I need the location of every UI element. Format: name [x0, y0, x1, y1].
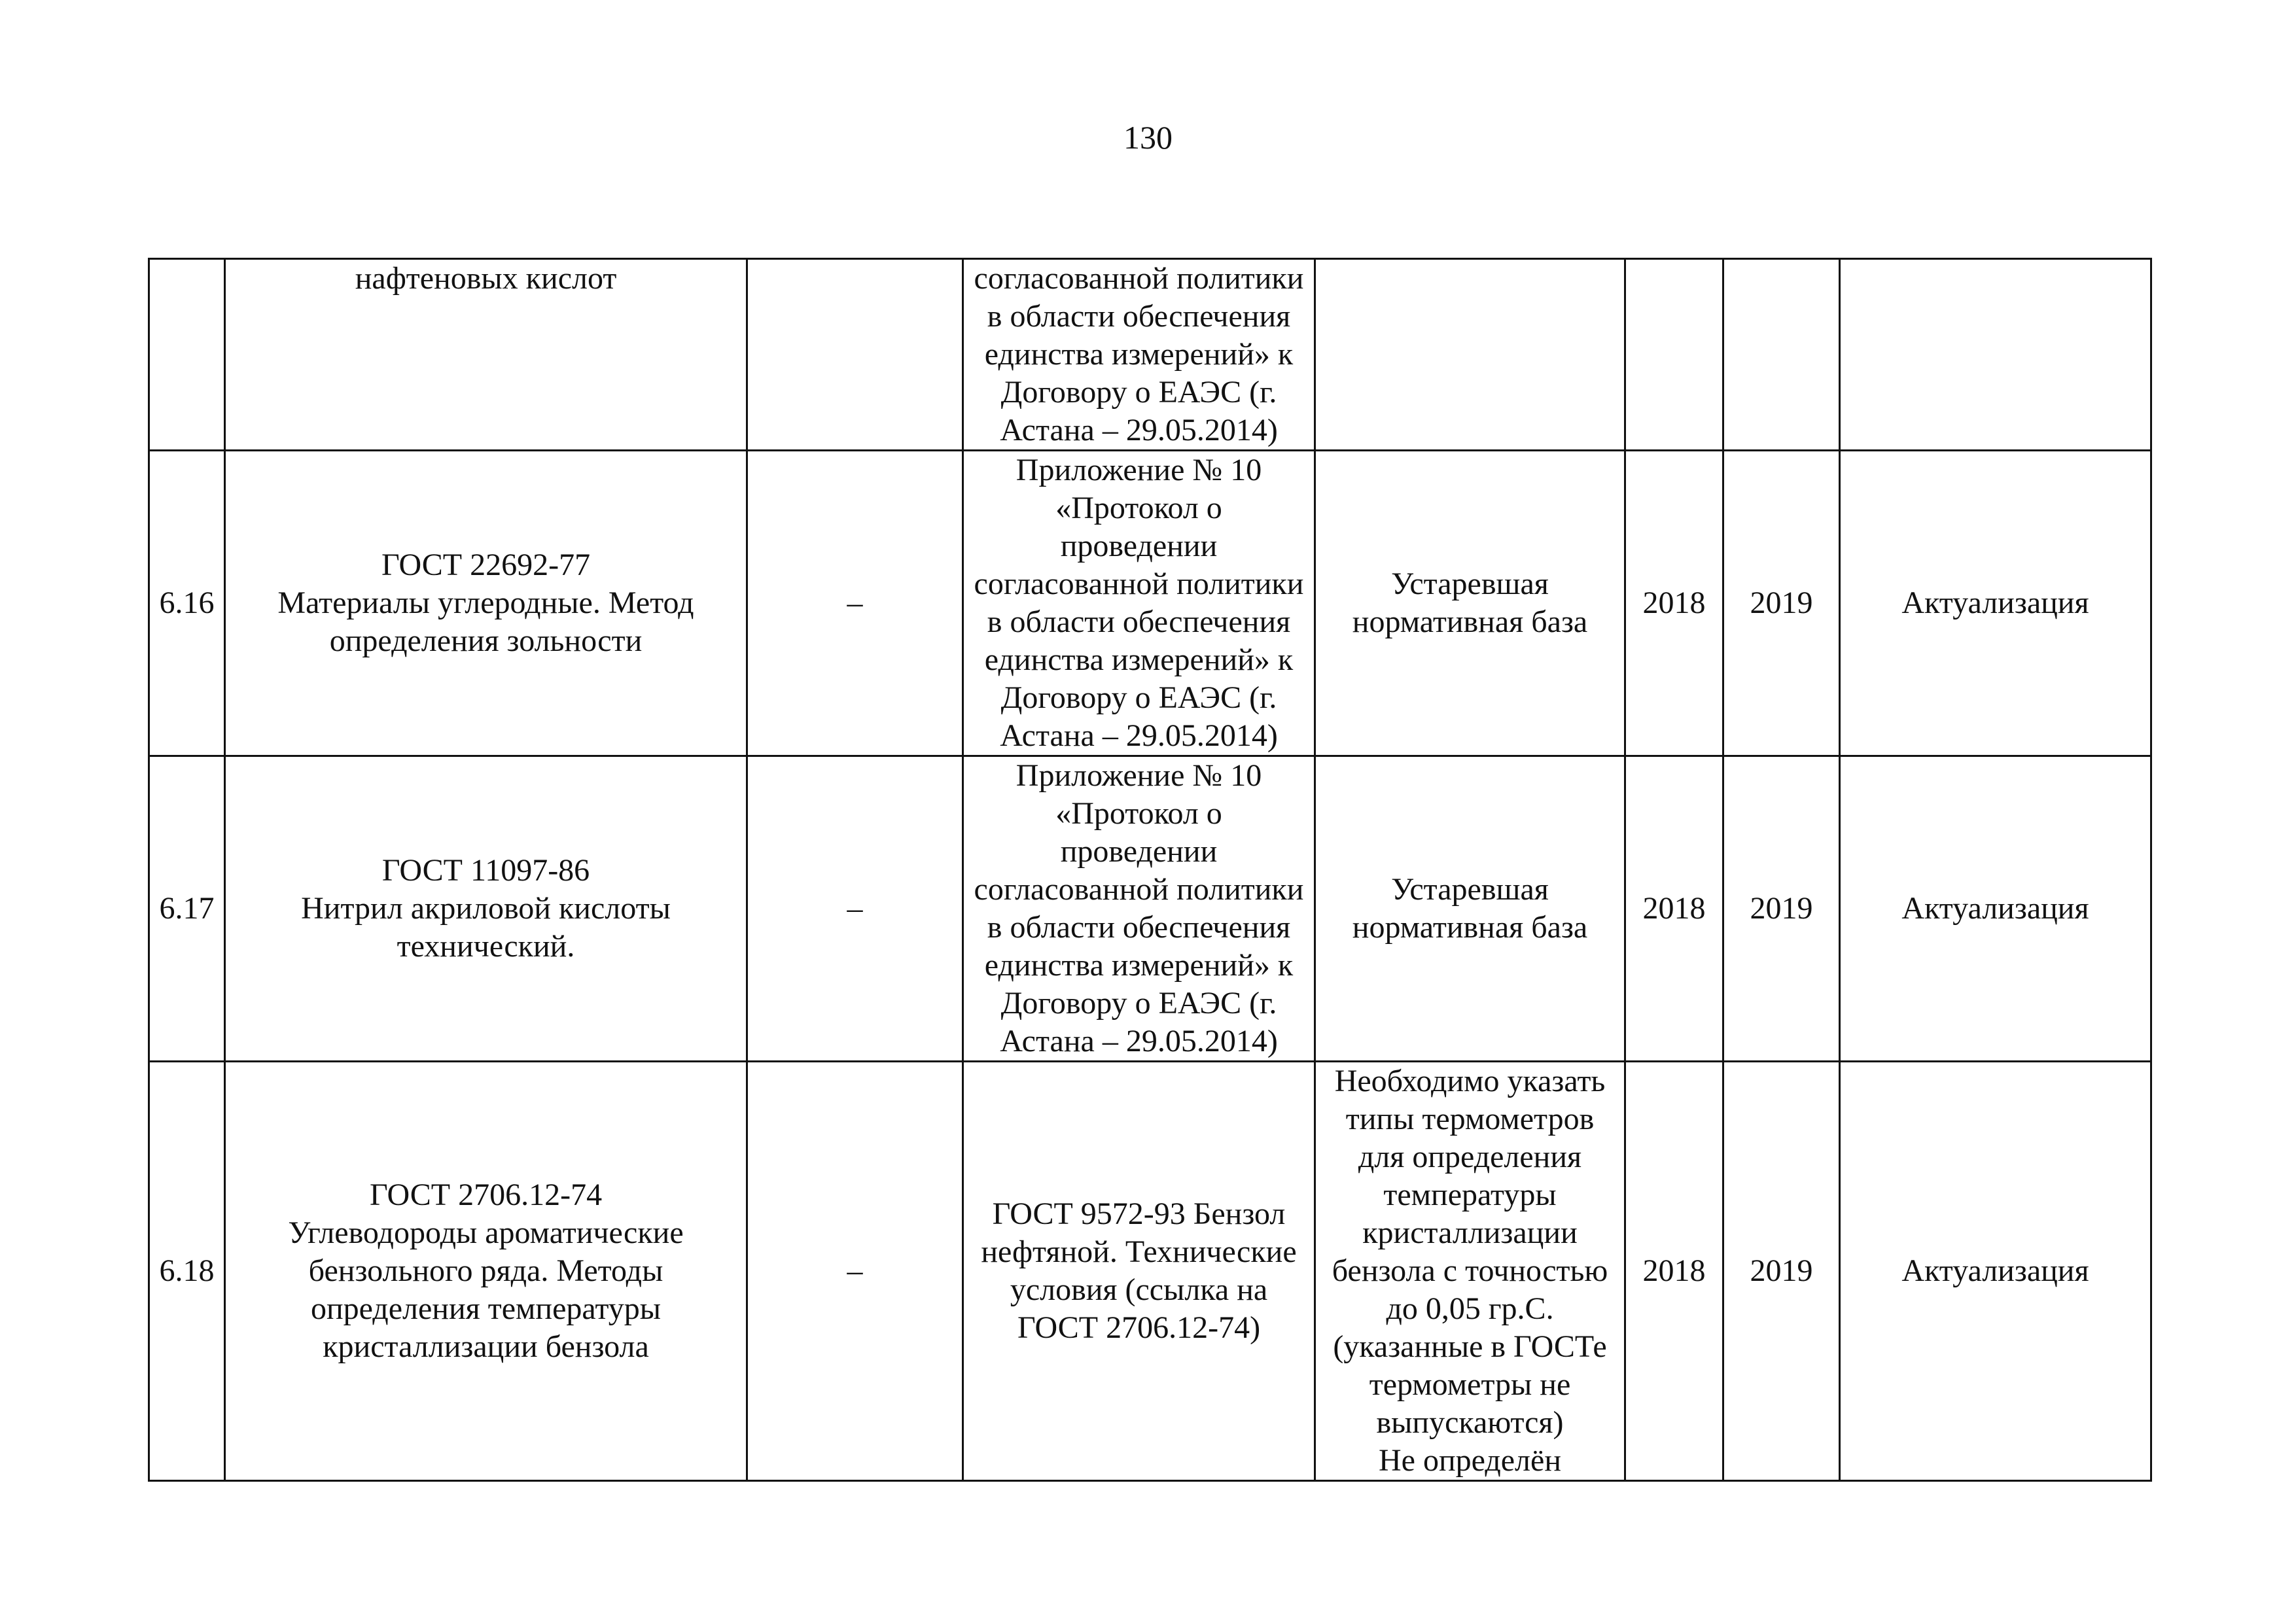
cell-basis [963, 451, 1315, 756]
basis-line: в области обеспечения [987, 910, 1291, 945]
reason-line: (указанные в ГОСТе [1333, 1329, 1607, 1364]
cell-document [225, 451, 747, 756]
cell-start-year [1625, 259, 1723, 451]
table-row [149, 1062, 2151, 1481]
table-row [149, 756, 2151, 1062]
reason-line: термометры не [1369, 1367, 1571, 1402]
cell-replaced: – [747, 1062, 963, 1481]
reason-line: Устаревшая [1391, 567, 1549, 601]
table-row [149, 259, 2151, 451]
basis-line: Договору о ЕАЭС (г. [1000, 680, 1277, 715]
document-line: ГОСТ 2706.12-74 [369, 1178, 603, 1212]
basis-line: Приложение № 10 [1016, 758, 1262, 793]
document-line: определения температуры [310, 1291, 662, 1326]
cell-end-year [1723, 259, 1840, 451]
basis-line: Договору о ЕАЭС (г. [1000, 375, 1277, 410]
cell-action: Актуализация [1840, 756, 2151, 1062]
reason-line: температуры [1383, 1178, 1557, 1212]
cell-action: Актуализация [1840, 451, 2151, 756]
document-line: бензольного ряда. Методы [308, 1253, 663, 1288]
basis-line: ГОСТ 9572-93 Бензол [992, 1196, 1286, 1231]
reason-line: нормативная база [1352, 910, 1588, 945]
basis-line: ГОСТ 2706.12-74) [1017, 1310, 1261, 1345]
basis-line: условия (ссылка на [1010, 1272, 1268, 1307]
document-line: Нитрил акриловой кислоты [301, 891, 671, 926]
cell-document [225, 1062, 747, 1481]
reason-line: нормативная база [1352, 604, 1588, 639]
cell-number: 6.17 [149, 756, 225, 1062]
standards-table [148, 258, 2152, 1482]
reason-line: бензола с точностью [1332, 1253, 1608, 1288]
cell-end-year: 2019 [1723, 756, 1840, 1062]
cell-replaced: – [747, 451, 963, 756]
cell-action: Актуализация [1840, 1062, 2151, 1481]
basis-line: единства измерений» к [984, 642, 1294, 677]
cell-action [1840, 259, 2151, 451]
reason-line: до 0,05 гр.С. [1386, 1291, 1554, 1326]
cell-replaced: – [747, 756, 963, 1062]
basis-line: проведении [1060, 834, 1218, 869]
cell-reason [1315, 451, 1625, 756]
basis-line: Астана – 29.05.2014) [1000, 1024, 1278, 1058]
basis-line: единства измерений» к [984, 948, 1294, 983]
document-line: определения зольности [329, 623, 643, 658]
reason-line: Необходимо указать [1334, 1064, 1606, 1098]
basis-line: «Протокол о [1055, 796, 1222, 831]
cell-reason [1315, 1062, 1625, 1481]
cell-basis [963, 1062, 1315, 1481]
basis-line: в области обеспечения [987, 299, 1291, 334]
basis-line: Приложение № 10 [1016, 453, 1262, 487]
cell-start-year: 2018 [1625, 756, 1723, 1062]
basis-line: Договору о ЕАЭС (г. [1000, 986, 1277, 1021]
document-line: ГОСТ 11097-86 [381, 853, 590, 888]
reason-line: для определения [1358, 1140, 1582, 1174]
basis-line: Астана – 29.05.2014) [1000, 413, 1278, 447]
basis-line: согласованной политики [974, 872, 1304, 907]
document-line: Углеводороды ароматические [288, 1215, 684, 1250]
reason-line: выпускаются) [1376, 1405, 1564, 1440]
basis-line: Астана – 29.05.2014) [1000, 718, 1278, 753]
cell-end-year: 2019 [1723, 1062, 1840, 1481]
reason-line: кристаллизации [1362, 1215, 1578, 1250]
cell-number [149, 259, 225, 451]
cell-document [225, 756, 747, 1062]
document-line: Материалы углеродные. Метод [277, 585, 694, 620]
cell-start-year: 2018 [1625, 1062, 1723, 1481]
cell-number: 6.16 [149, 451, 225, 756]
cell-reason [1315, 259, 1625, 451]
document-line: нафтеновых кислот [355, 261, 617, 296]
cell-end-year: 2019 [1723, 451, 1840, 756]
cell-start-year: 2018 [1625, 451, 1723, 756]
cell-basis [963, 756, 1315, 1062]
basis-line: согласованной политики [974, 567, 1304, 601]
cell-basis [963, 259, 1315, 451]
cell-document [225, 259, 747, 451]
reason-line: типы термометров [1345, 1102, 1595, 1136]
document-line: кристаллизации бензола [323, 1329, 649, 1364]
basis-line: единства измерений» к [984, 337, 1294, 372]
basis-line: согласованной политики [974, 261, 1304, 296]
cell-reason [1315, 756, 1625, 1062]
document-line: ГОСТ 22692-77 [381, 548, 591, 582]
basis-line: в области обеспечения [987, 604, 1291, 639]
basis-line: нефтяной. Технические [981, 1234, 1297, 1269]
page-number: 130 [1123, 119, 1173, 156]
cell-number: 6.18 [149, 1062, 225, 1481]
cell-replaced [747, 259, 963, 451]
basis-line: проведении [1060, 529, 1218, 563]
reason-line: Устаревшая [1391, 872, 1549, 907]
basis-line: «Протокол о [1055, 491, 1222, 525]
reason-line: Не определён [1379, 1443, 1561, 1478]
document-line: технический. [397, 929, 575, 964]
table-row [149, 451, 2151, 756]
